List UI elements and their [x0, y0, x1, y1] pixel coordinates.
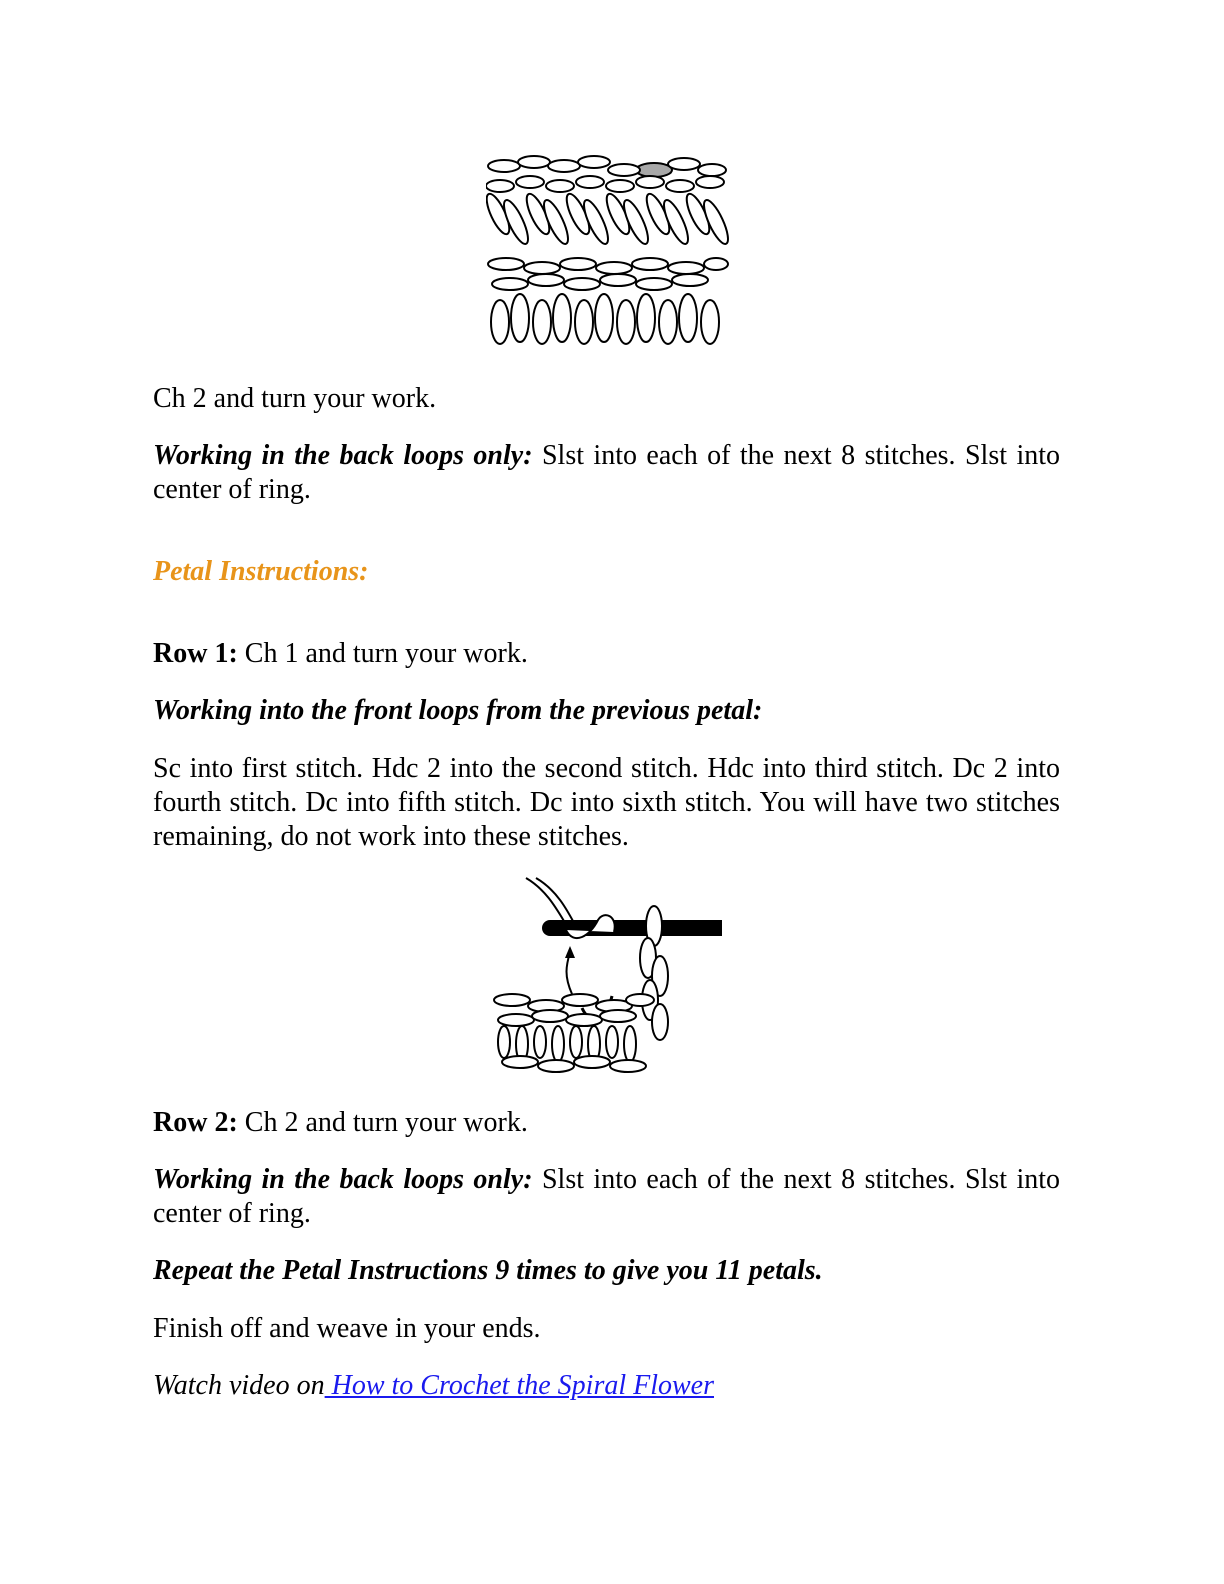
row1-body: Sc into first stitch. Hdc 2 into the second stitch. Hdc into third stitch. Dc 2 into fourth stitch. Dc into fifth stitch. Dc into sixth stitch. You will have two stitches remaining, do not work into these stitches.	[153, 753, 1060, 852]
repeat-note: Repeat the Petal Instructions 9 times to give you 11 petals.	[153, 1255, 823, 1286]
row2-back-loops-lead: Working in the back loops only:	[153, 1164, 533, 1195]
back-loops-text: Slst into each of the next 8 stitches. Slst into center of ring.	[153, 440, 1060, 505]
petal-instructions-heading: Petal Instructions:	[153, 556, 369, 587]
video-link[interactable]: How to Crochet the Spiral Flower	[324, 1370, 714, 1401]
video-line	[153, 1369, 1060, 1403]
instruction-ch2	[153, 382, 1060, 416]
instruction-ch2-text: Ch 2 and turn your work.	[153, 383, 437, 414]
row2-instruction	[153, 1106, 1060, 1140]
row1-label: Row 1:	[153, 638, 238, 669]
row2-text: Ch 2 and turn your work.	[237, 1107, 528, 1138]
hook-insert-diagram	[490, 876, 724, 1074]
back-loops-stitch-diagram	[486, 152, 730, 352]
row2-back-loops-instruction	[153, 1163, 1060, 1231]
row1-text: Ch 1 and turn your work.	[237, 638, 528, 669]
video-prefix: Watch video on	[153, 1370, 325, 1401]
finish-instruction: Finish off and weave in your ends.	[153, 1313, 541, 1344]
row2-back-loops-text: Slst into each of the next 8 stitches. Slst into center of ring.	[153, 1164, 1060, 1229]
front-loops-note: Working into the front loops from the previous petal:	[153, 695, 763, 726]
row2-label: Row 2:	[153, 1107, 238, 1138]
row1-instruction	[153, 637, 1060, 671]
back-loops-lead: Working in the back loops only:	[153, 440, 533, 471]
back-loops-instruction	[153, 439, 1060, 507]
